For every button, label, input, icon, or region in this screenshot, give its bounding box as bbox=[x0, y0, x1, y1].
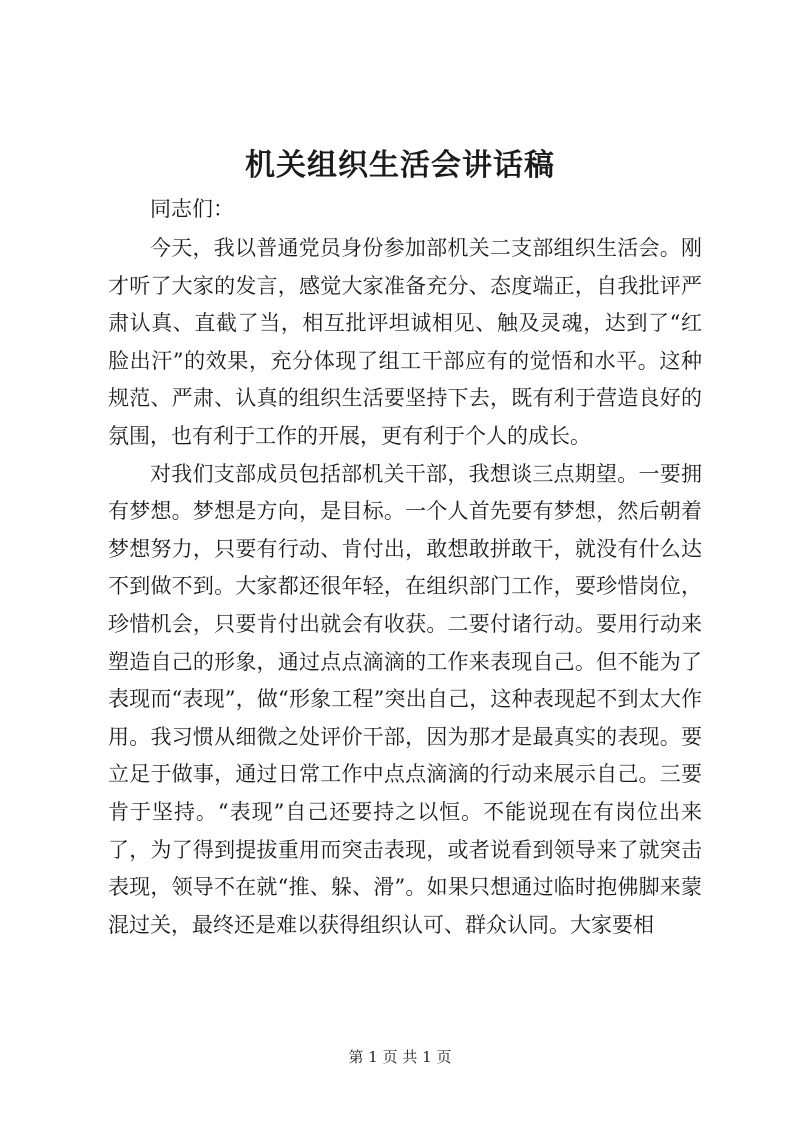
document-title: 机关组织生活会讲话稿 bbox=[245, 148, 555, 183]
page-footer: 第 1 页 共 1 页 bbox=[348, 1048, 452, 1066]
document-body bbox=[108, 188, 702, 944]
paragraph-expectations: 对我们支部成员包括部机关干部，我想谈三点期望。一要拥有梦想。梦想是方向，是目标。一个人首先要有梦想，然后朝着梦想努力，只要有行动、肯付出，敢想敢拼敢干，就没有什么达不到做不到。大家都还很年轻，在组织部门工作，要珍惜岗位，珍惜机会，只要肯付出就会有收获。二要付诸行动。要用行动来塑造自己的形象，通过点点滴滴的工作来表现自己。但不能为了表现而“表现”，做“形象工程”突出自己，这种表现起不到太大作用。我习惯从细微之处评价干部，因为那才是最真实的表现。要立足于做事，通过日常工作中点点滴滴的行动来展示自己。三要肯于坚持。“表现”自己还要持之以恒。不能说现在有岗位出来了，为了得到提拔重用而突击表现，或者说看到领导来了就突击表现，领导不在就“推、躲、滑”。如果只想通过临时抱佛脚来蒙混过关，最终还是难以获得组织认可、群众认同。大家要相 bbox=[108, 461, 702, 937]
salutation: 同志们： bbox=[150, 197, 234, 221]
paragraph-opening: 今天，我以普通党员身份参加部机关二支部组织生活会。刚才听了大家的发言，感觉大家准备充分、态度端正，自我批评严肃认真、直截了当，相互批评坦诚相见、触及灵魂，达到了“红脸出汗”的效果，充分体现了组工干部应有的觉悟和水平。这种规范、严肃、认真的组织生活要坚持下去，既有利于营造良好的氛围，也有利于工作的开展，更有利于个人的成长。 bbox=[108, 236, 702, 448]
